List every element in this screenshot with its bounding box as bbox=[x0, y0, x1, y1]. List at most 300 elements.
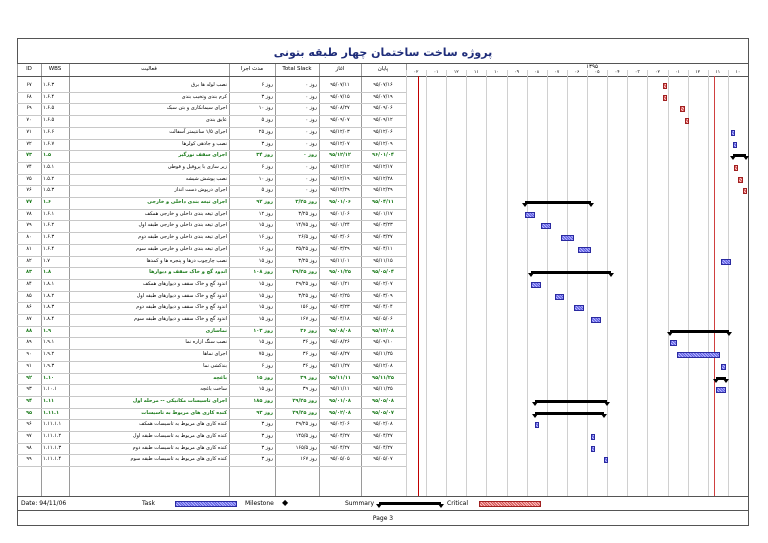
table-cell-slack: ۳۵/۲۵ روز bbox=[295, 245, 317, 252]
table-cell-dur: ۱۰۳ روز bbox=[253, 327, 273, 334]
table-cell-finish: ۹۵/۱۱/۲۵ bbox=[373, 351, 393, 358]
table-cell-finish: ۹۵/۱۱/۲۵ bbox=[372, 374, 394, 381]
table-cell-wbs: ۱.۶.۴ bbox=[43, 245, 55, 252]
timeline-gridline bbox=[708, 70, 709, 496]
table-cell-wbs: ۱.۱۱.۱.۲ bbox=[43, 433, 62, 439]
gantt-task-bar bbox=[731, 130, 735, 136]
column-header-wbs: WBS bbox=[48, 66, 62, 72]
gantt-task-bar bbox=[574, 305, 584, 311]
table-cell-name: نماسازی bbox=[205, 327, 227, 334]
table-cell-id: ۸۶ bbox=[26, 304, 32, 311]
table-cell-name: اندود گچ و خاک سقف و دیوارهای طبقه اول bbox=[136, 292, 227, 299]
table-cell-wbs: ۱.۶.۶ bbox=[43, 128, 55, 135]
table-cell-id: ۷۶ bbox=[26, 187, 32, 194]
gantt-task-bar bbox=[721, 364, 726, 370]
table-cell-finish: ۹۵/۱۲/۰۸ bbox=[372, 327, 394, 334]
table-cell-slack: ۰ روز bbox=[305, 93, 317, 100]
table-cell-id: ۷۷ bbox=[25, 199, 33, 205]
status-date-line bbox=[418, 76, 419, 496]
timeline-gridline bbox=[607, 70, 608, 496]
timeline-gridline bbox=[668, 70, 669, 496]
gantt-critical-bar bbox=[663, 95, 667, 101]
table-cell-id: ۹۶ bbox=[26, 421, 32, 428]
timeline-month: ۰۴ bbox=[614, 70, 620, 75]
table-cell-wbs: ۱.۹.۳ bbox=[43, 362, 55, 369]
table-cell-start: ۹۵/۱۱/۲۷ bbox=[330, 362, 350, 369]
table-cell-name: نصب و جاذهی کولرها bbox=[182, 140, 227, 147]
legend-task-label: Task bbox=[142, 500, 155, 507]
table-cell-name: اجرای تیغه بندی داخلی و خارجی طبقه دوم bbox=[138, 234, 227, 241]
table-cell-id: ۸۸ bbox=[25, 327, 33, 334]
table-cell-slack: ۲۹/۲۵ روز bbox=[292, 269, 317, 276]
table-cell-start: ۹۵/۰۷/۱۵ bbox=[330, 93, 350, 100]
table-cell-name: ساخت باغچه bbox=[200, 386, 227, 393]
table-cell-slack: ۲۶/۵ روز bbox=[298, 234, 317, 241]
table-cell-slack: ۱۴۵/۵ روز bbox=[295, 433, 317, 439]
table-cell-finish: ۹۵/۱۱/۱۵ bbox=[373, 257, 393, 264]
table-cell-name: اجرای تیغه بندی داخلی و خارجی bbox=[147, 199, 227, 205]
timeline-month: ۱۱ bbox=[715, 70, 721, 75]
table-cell-slack: ۳۶ روز bbox=[302, 351, 317, 358]
table-cell-start: ۹۵/۰۸/۲۷ bbox=[330, 351, 350, 358]
table-cell-finish: ۹۵/۱۲/۱۷ bbox=[373, 163, 393, 170]
table-cell-slack: ۱۶۷ روز bbox=[300, 456, 317, 463]
table-cell-slack: ۲۹/۲۵ روز bbox=[295, 421, 317, 428]
table-cell-id: ۷۲ bbox=[26, 140, 32, 147]
table-cell-dur: ۵ روز bbox=[261, 117, 273, 124]
table-cell-wbs: ۱.۶.۵ bbox=[43, 105, 55, 112]
table-cell-name: کنده کاری های مربوط به تاسیسات طبقه اول bbox=[132, 433, 227, 439]
table-cell-dur: ۱۶ روز bbox=[258, 245, 273, 252]
table-cell-name: کنده کاری های مربوط به تاسیسات همکف bbox=[139, 421, 227, 428]
gantt-summary-bar bbox=[525, 201, 591, 204]
table-cell-name: اجرای تیغه بندی داخلی و خارجی همکف bbox=[144, 210, 227, 217]
table-cell-dur: ۳ روز bbox=[261, 444, 273, 451]
table-cell-id: ۹۵ bbox=[25, 409, 33, 416]
gantt-task-bar bbox=[604, 457, 608, 463]
table-cell-dur: ۱۵ روز bbox=[256, 374, 273, 381]
table-cell-name: اندود گچ و خاک سقف و دیوارهای طبقه سوم bbox=[134, 316, 227, 322]
legend-summary-label: Summary bbox=[345, 500, 374, 507]
table-cell-finish: ۹۵/۰۴/۱۱ bbox=[372, 199, 394, 205]
timeline-gridline bbox=[486, 70, 487, 496]
timeline-gridline bbox=[466, 70, 467, 496]
gantt-task-bar bbox=[733, 142, 737, 148]
table-cell-start: ۹۵/۱۱/۱۱ bbox=[330, 386, 350, 393]
table-cell-start: ۹۵/۱۱/۱۱ bbox=[329, 374, 351, 381]
table-cell-name: اجرای تیغه بندی داخلی و خارجی طبقه سوم bbox=[136, 245, 227, 252]
table-cell-finish: ۹۵/۰۵/۰۸ bbox=[372, 397, 394, 404]
milestone-diamond-icon: ◆ bbox=[282, 498, 289, 507]
page-title: پروژه ساخت ساختمان چهار طبقه بتونی bbox=[273, 46, 493, 59]
table-cell-name: باغچه bbox=[213, 374, 227, 381]
table-cell-wbs: ۱.۹.۱ bbox=[43, 339, 55, 346]
gantt-critical-bar bbox=[738, 177, 743, 183]
table-cell-finish: ۹۵/۰۴/۲۷ bbox=[373, 444, 393, 451]
table-cell-slack: ۳۹ روز bbox=[300, 374, 317, 381]
gantt-task-bar bbox=[578, 247, 591, 253]
table-cell-slack: ۲۹/۲۵ روز bbox=[292, 409, 317, 416]
table-cell-start: ۹۵/۰۳/۲۹ bbox=[330, 245, 350, 252]
gantt-summary-bar bbox=[670, 330, 729, 333]
table-cell-name: کنده کاری های مربوط به تاسیسات bbox=[141, 409, 227, 416]
timeline-gridline bbox=[426, 70, 427, 496]
table-cell-start: ۹۵/۰۱/۰۸ bbox=[329, 397, 351, 404]
table-cell-wbs: ۱.۵ bbox=[43, 152, 52, 159]
timeline-gridline bbox=[446, 70, 447, 496]
legend-milestone-label: Milestone bbox=[245, 500, 274, 507]
table-cell-finish: ۹۵/۰۷/۱۶ bbox=[373, 82, 393, 88]
table-cell-start: ۹۵/۱۲/۱۹ bbox=[330, 175, 350, 182]
table-cell-slack: ۱۶۷ روز bbox=[300, 316, 317, 322]
table-cell-wbs: ۱.۶.۳ bbox=[43, 234, 55, 241]
timeline-month: ۰۱ bbox=[675, 70, 680, 75]
gantt-task-bar bbox=[716, 387, 726, 393]
table-cell-id: ۹۴ bbox=[25, 397, 33, 404]
table-cell-slack: ۳/۲۵ روز bbox=[295, 199, 317, 205]
gantt-task-bar bbox=[591, 317, 601, 323]
table-cell-start: ۹۵/۰۲/۲۵ bbox=[330, 292, 350, 299]
table-cell-finish: ۹۵/۱۲/۰۸ bbox=[373, 362, 393, 369]
table-cell-finish: ۹۵/۱۲/۲۸ bbox=[373, 175, 393, 182]
table-cell-name: اجرای تیغه بندی داخلی و خارجی طبقه اول bbox=[138, 222, 227, 229]
gantt-task-bar bbox=[677, 352, 720, 358]
table-cell-finish: ۹۵/۰۲/۰۷ bbox=[373, 280, 393, 287]
table-cell-name: اجرای سیمانکاری و بتن سبک bbox=[166, 105, 227, 112]
column-header-finish: پایان bbox=[377, 66, 389, 72]
table-cell-wbs: ۱.۹.۲ bbox=[43, 351, 55, 358]
table-cell-start: ۹۵/۰۹/۰۷ bbox=[330, 117, 350, 124]
table-cell-dur: ۹۳ روز bbox=[256, 409, 273, 416]
timeline-gridline bbox=[728, 70, 729, 496]
table-cell-wbs: ۱.۸.۲ bbox=[43, 292, 55, 299]
table-cell-slack: ۳۶ روز bbox=[302, 362, 317, 369]
table-cell-start: ۹۵/۰۵/۰۵ bbox=[330, 456, 350, 463]
table-cell-finish: ۹۵/۰۹/۱۰ bbox=[373, 339, 393, 346]
gantt-task-bar bbox=[670, 340, 677, 346]
table-cell-dur: ۶ روز bbox=[261, 163, 273, 170]
gantt-summary-bar bbox=[733, 154, 746, 157]
table-cell-finish: ۹۵/۱۲/۰۶ bbox=[373, 128, 393, 135]
table-cell-id: ۶۹ bbox=[26, 105, 32, 112]
table-cell-id: ۶۸ bbox=[26, 93, 32, 100]
table-cell-start: ۹۵/۰۴/۱۸ bbox=[330, 316, 350, 322]
table-cell-dur: ۲۵ روز bbox=[258, 128, 273, 135]
table-cell-id: ۹۲ bbox=[25, 374, 33, 381]
gantt-task-bar bbox=[561, 235, 574, 241]
table-cell-finish: ۹۵/۰۵/۰۷ bbox=[372, 409, 394, 416]
timeline-year: ۱۳۹۵ bbox=[586, 64, 598, 70]
table-cell-start: ۹۵/۰۸/۲۶ bbox=[330, 339, 350, 346]
gantt-task-bar bbox=[531, 282, 541, 288]
table-cell-wbs: ۱.۱۱.۱ bbox=[43, 409, 60, 416]
table-cell-wbs: ۱.۶.۷ bbox=[43, 140, 55, 147]
table-cell-name: اجرای نماها bbox=[202, 351, 227, 358]
table-cell-name: نصب پوشش شیشه bbox=[185, 175, 227, 182]
table-cell-dur: ۱۵ روز bbox=[258, 386, 273, 393]
page-footer bbox=[17, 510, 749, 527]
column-header-name: فعالیت bbox=[141, 66, 157, 72]
table-cell-name: کنده کاری های مربوط به تاسیسات طبقه دوم bbox=[132, 444, 227, 451]
timeline-month: ۰۹ bbox=[514, 70, 520, 75]
gantt-summary-bar bbox=[535, 412, 604, 415]
table-cell-start: ۹۵/۱۲/۲۹ bbox=[330, 187, 350, 194]
table-cell-wbs: ۱.۱۱ bbox=[43, 397, 55, 404]
table-cell-start: ۹۵/۰۲/۰۶ bbox=[330, 421, 350, 428]
timeline-gridline bbox=[567, 70, 568, 496]
gantt-task-bar bbox=[555, 294, 565, 300]
table-cell-start: ۹۵/۰۸/۰۸ bbox=[329, 327, 351, 334]
timeline-month: ۰۲ bbox=[655, 70, 660, 75]
table-cell-name: عایق بندی bbox=[205, 117, 227, 124]
table-cell-id: ۹۹ bbox=[26, 456, 32, 463]
table-cell-dur: ۵ روز bbox=[261, 187, 273, 194]
table-cell-wbs: ۱.۸.۱ bbox=[43, 280, 55, 287]
table-cell-dur: ۱۵ روز bbox=[258, 292, 273, 299]
table-cell-id: ۹۸ bbox=[26, 444, 32, 451]
table-cell-finish: ۹۵/۰۱/۱۷ bbox=[373, 210, 393, 217]
timeline-gridline bbox=[647, 70, 648, 496]
timeline-gridline bbox=[547, 70, 548, 496]
table-cell-name: اجرای سقف نورگیر bbox=[178, 152, 227, 159]
table-cell-finish: ۹۵/۰۴/۱۱ bbox=[373, 245, 393, 252]
table-cell-id: ۹۳ bbox=[26, 386, 32, 393]
table-cell-wbs: ۱.۶.۵ bbox=[43, 117, 55, 124]
timeline-gridline bbox=[688, 70, 689, 496]
table-cell-dur: ۱۵ روز bbox=[258, 304, 273, 311]
table-cell-finish: ۹۵/۰۵/۰۶ bbox=[373, 316, 393, 322]
table-cell-id: ۷۰ bbox=[26, 117, 32, 124]
table-cell-slack: ۰ روز bbox=[305, 105, 317, 112]
table-cell-name: کرم بندی وتخیب بندی bbox=[181, 93, 227, 100]
table-cell-dur: ۳ روز bbox=[261, 421, 273, 428]
table-cell-dur: ۱۶ روز bbox=[258, 234, 273, 241]
table-cell-dur: ۳ روز bbox=[261, 433, 273, 439]
table-cell-dur: ۱۵ روز bbox=[258, 280, 273, 287]
table-cell-start: ۹۵/۰۱/۰۶ bbox=[329, 199, 351, 205]
table-cell-wbs: ۱.۵.۳ bbox=[43, 187, 55, 194]
table-cell-id: ۸۱ bbox=[26, 245, 32, 252]
table-cell-finish: ۹۵/۱۲/۲۹ bbox=[373, 187, 393, 194]
table-cell-start: ۹۵/۱۲/۰۳ bbox=[330, 128, 350, 135]
table-cell-start: ۹۵/۱۲/۱۲ bbox=[330, 163, 350, 170]
gantt-task-bar bbox=[535, 422, 539, 428]
table-cell-id: ۷۸ bbox=[26, 210, 32, 217]
table-cell-wbs: ۱.۸ bbox=[43, 269, 52, 276]
gantt-summary-bar bbox=[716, 377, 726, 380]
table-cell-dur: ۳۴ روز bbox=[256, 152, 273, 159]
table-cell-slack: ۰ روز bbox=[305, 175, 317, 182]
timeline-gridline bbox=[527, 70, 528, 496]
table-cell-slack: ۱۴/۷۵ روز bbox=[295, 222, 317, 229]
table-cell-dur: ۱۵ روز bbox=[258, 222, 273, 229]
table-cell-wbs: ۱.۹ bbox=[43, 327, 52, 334]
table-cell-wbs: ۱.۵.۱ bbox=[43, 163, 55, 170]
table-cell-id: ۹۱ bbox=[26, 362, 32, 369]
table-cell-id: ۸۷ bbox=[26, 316, 32, 322]
table-cell-dur: ۱۰۸ روز bbox=[253, 269, 273, 276]
table-cell-id: ۷۱ bbox=[26, 128, 32, 135]
legend-task-swatch bbox=[175, 501, 237, 507]
table-cell-slack: ۲۹/۲۵ روز bbox=[295, 280, 317, 287]
timeline-month: ۱۰ bbox=[735, 70, 741, 75]
table-cell-name: اندود گچ و خاک سقف و دیوارهای همکف bbox=[142, 280, 227, 287]
legend-critical-swatch bbox=[479, 501, 541, 507]
timeline-month: ۰۸ bbox=[534, 70, 540, 75]
table-cell-wbs: ۱.۱۱.۱.۴ bbox=[43, 456, 62, 463]
table-cell-dur: ۱۸۵ روز bbox=[253, 397, 273, 404]
gantt-task-bar bbox=[591, 446, 595, 452]
gantt-critical-bar bbox=[680, 106, 685, 112]
column-header-id: ID bbox=[26, 66, 32, 72]
timeline-gridline bbox=[627, 70, 628, 496]
table-cell-finish: ۹۵/۰۴/۰۴ bbox=[373, 304, 393, 311]
table-cell-slack: ۰ روز bbox=[303, 152, 317, 159]
table-cell-slack: ۳۶ روز bbox=[302, 339, 317, 346]
legend bbox=[17, 496, 749, 511]
table-cell-slack: ۰ روز bbox=[305, 140, 317, 147]
gantt-summary-bar bbox=[535, 400, 608, 403]
table-cell-finish: ۹۵/۰۲/۰۸ bbox=[373, 421, 393, 428]
table-cell-start: ۹۵/۱۲/۱۲ bbox=[329, 152, 351, 159]
header-bottom-line bbox=[17, 76, 749, 77]
table-cell-dur: ۳ روز bbox=[261, 456, 273, 463]
gantt-critical-bar bbox=[685, 118, 689, 124]
table-cell-wbs: ۱.۱۰ bbox=[43, 374, 55, 381]
table-cell-wbs: ۱.۶.۴ bbox=[43, 93, 55, 100]
table-cell-id: ۷۵ bbox=[26, 175, 32, 182]
table-cell-finish: ۹۵/۰۵/۰۷ bbox=[373, 456, 393, 463]
timeline-gridline bbox=[507, 70, 508, 496]
table-cell-name: نصب سنگ ازاره نما bbox=[185, 339, 227, 346]
table-cell-slack: ۳۶ روز bbox=[300, 327, 317, 334]
timeline-month: ۰۷ bbox=[554, 70, 560, 75]
table-cell-start: ۹۵/۰۲/۰۸ bbox=[329, 409, 351, 416]
timeline-gridline bbox=[406, 70, 407, 496]
table-cell-dur: ۱۵ روز bbox=[258, 339, 273, 346]
table-cell-name: نصب چارچوب درها و پنجره ها و کمدها bbox=[146, 257, 227, 264]
table-cell-name: نصب لوله ها برق bbox=[191, 82, 227, 88]
table-cell-slack: ۰ روز bbox=[305, 163, 317, 170]
table-cell-start: ۹۵/۰۱/۲۵ bbox=[329, 269, 351, 276]
table-cell-finish: ۹۵/۰۵/۰۴ bbox=[372, 269, 394, 276]
timeline-month: ۰۳ bbox=[634, 70, 640, 75]
table-cell-name: زیر سازی با پروفیل و قوطی bbox=[167, 163, 227, 170]
table-cell-id: ۸۴ bbox=[26, 280, 32, 287]
timeline-gridline bbox=[587, 70, 588, 496]
gantt-critical-bar bbox=[734, 165, 738, 171]
table-cell-id: ۸۳ bbox=[25, 269, 33, 276]
table-cell-dur: ۹۲ روز bbox=[256, 199, 273, 205]
timeline-month: ۱۲ bbox=[695, 70, 701, 75]
table-cell-name: بندکشی نما bbox=[203, 362, 227, 369]
table-cell-slack: ۱۶۵/۵ روز bbox=[295, 444, 317, 451]
table-cell-id: ۹۰ bbox=[26, 351, 32, 358]
table-cell-wbs: ۱.۶.۳ bbox=[43, 82, 55, 88]
gantt-summary-bar bbox=[531, 271, 610, 274]
table-cell-dur: ۱۵ روز bbox=[258, 316, 273, 322]
table-cell-wbs: ۱.۱۱.۱.۱ bbox=[43, 421, 62, 428]
table-cell-id: ۷۴ bbox=[26, 163, 32, 170]
table-cell-start: ۹۵/۰۱/۰۶ bbox=[330, 210, 350, 217]
table-cell-wbs: ۱.۸.۳ bbox=[43, 304, 55, 311]
row-divider bbox=[17, 466, 406, 467]
table-cell-dur: ۳ روز bbox=[261, 93, 273, 100]
gantt-critical-bar bbox=[663, 83, 667, 89]
gantt-critical-bar bbox=[743, 188, 747, 194]
table-cell-wbs: ۱.۷ bbox=[43, 257, 50, 264]
table-cell-start: ۹۵/۰۸/۲۷ bbox=[330, 105, 350, 112]
table-cell-start: ۹۵/۰۳/۲۳ bbox=[330, 304, 350, 311]
table-cell-finish: ۹۵/۰۹/۰۶ bbox=[373, 105, 393, 112]
page-number: Page 3 bbox=[372, 515, 394, 522]
table-cell-slack: ۳۹ روز bbox=[302, 386, 317, 393]
timeline-month: ۰۱ bbox=[433, 70, 439, 75]
timeline-month: ۰۶ bbox=[574, 70, 580, 75]
header-top-line bbox=[17, 63, 749, 64]
table-cell-start: ۹۵/۱۱/۰۱ bbox=[330, 257, 350, 264]
column-header-slack: Total Slack bbox=[282, 66, 312, 72]
table-cell-dur: ۱۰ روز bbox=[258, 105, 273, 112]
table-cell-name: اجرای تاسیسات مکانیکی -- مرحله اول bbox=[132, 397, 227, 404]
column-header-start: آغاز bbox=[335, 66, 345, 72]
table-cell-start: ۹۵/۰۱/۲۱ bbox=[330, 280, 350, 287]
table-cell-slack: ۳/۲۵ روز bbox=[298, 292, 317, 299]
table-cell-finish: ۹۵/۰۷/۱۹ bbox=[373, 93, 393, 100]
table-cell-finish: ۹۵/۰۹/۱۲ bbox=[373, 117, 393, 124]
table-cell-dur: ۱۵ روز bbox=[258, 257, 273, 264]
table-cell-wbs: ۱.۸.۴ bbox=[43, 316, 55, 322]
table-cell-wbs: ۱.۱۰.۱ bbox=[43, 386, 57, 393]
table-cell-wbs: ۱.۶.۱ bbox=[43, 210, 55, 217]
table-cell-start: ۹۵/۱۲/۰۷ bbox=[330, 140, 350, 147]
table-cell-dur: ۷۵ روز bbox=[258, 351, 273, 358]
table-cell-finish: ۹۵/۰۳/۲۷ bbox=[373, 234, 393, 241]
table-cell-slack: ۳/۲۵ روز bbox=[298, 210, 317, 217]
table-cell-dur: ۶ روز bbox=[261, 362, 273, 369]
table-cell-id: ۷۹ bbox=[26, 222, 32, 229]
table-cell-start: ۹۵/۰۴/۲۷ bbox=[330, 433, 350, 439]
table-cell-finish: ۹۶/۰۱/۰۴ bbox=[372, 152, 394, 159]
table-cell-slack: ۰ روز bbox=[305, 187, 317, 194]
table-cell-slack: ۲۹/۲۵ روز bbox=[292, 397, 317, 404]
table-cell-slack: ۰ روز bbox=[305, 82, 317, 88]
column-header-dur: مدت اجرا bbox=[240, 66, 264, 72]
gantt-task-bar bbox=[591, 434, 595, 440]
table-cell-dur: ۶ روز bbox=[261, 82, 273, 88]
table-cell-name: اندود گچ و خاک سقف و دیوارها bbox=[149, 269, 227, 276]
legend-critical-label: Critical bbox=[447, 500, 468, 507]
table-cell-id: ۸۵ bbox=[26, 292, 32, 299]
table-cell-dur: ۳ روز bbox=[261, 140, 273, 147]
gantt-task-bar bbox=[525, 212, 535, 218]
table-cell-start: ۹۵/۰۳/۰۶ bbox=[330, 234, 350, 241]
table-cell-name: اجرای ۱/۵ سانتیمتر آسفالت bbox=[169, 128, 227, 135]
table-cell-finish: ۹۵/۱۱/۲۵ bbox=[373, 386, 393, 393]
table-cell-finish: ۹۵/۰۳/۲۳ bbox=[373, 222, 393, 229]
table-cell-id: ۸۹ bbox=[26, 339, 32, 346]
gantt-task-bar bbox=[721, 259, 731, 265]
table-cell-dur: ۱۲ روز bbox=[258, 210, 273, 217]
gantt-task-bar bbox=[541, 223, 551, 229]
timeline-month: ۰۲ bbox=[413, 70, 419, 75]
table-cell-slack: ۰ روز bbox=[305, 117, 317, 124]
table-cell-finish: ۹۵/۱۲/۰۹ bbox=[373, 140, 393, 147]
table-cell-wbs: ۱.۶ bbox=[43, 199, 52, 205]
legend-date: Date: 94/11/06 bbox=[21, 500, 67, 507]
table-cell-id: ۷۳ bbox=[25, 152, 33, 159]
table-cell-name: کنده کاری های مربوط به تاسیسات طبقه سوم bbox=[130, 456, 227, 463]
